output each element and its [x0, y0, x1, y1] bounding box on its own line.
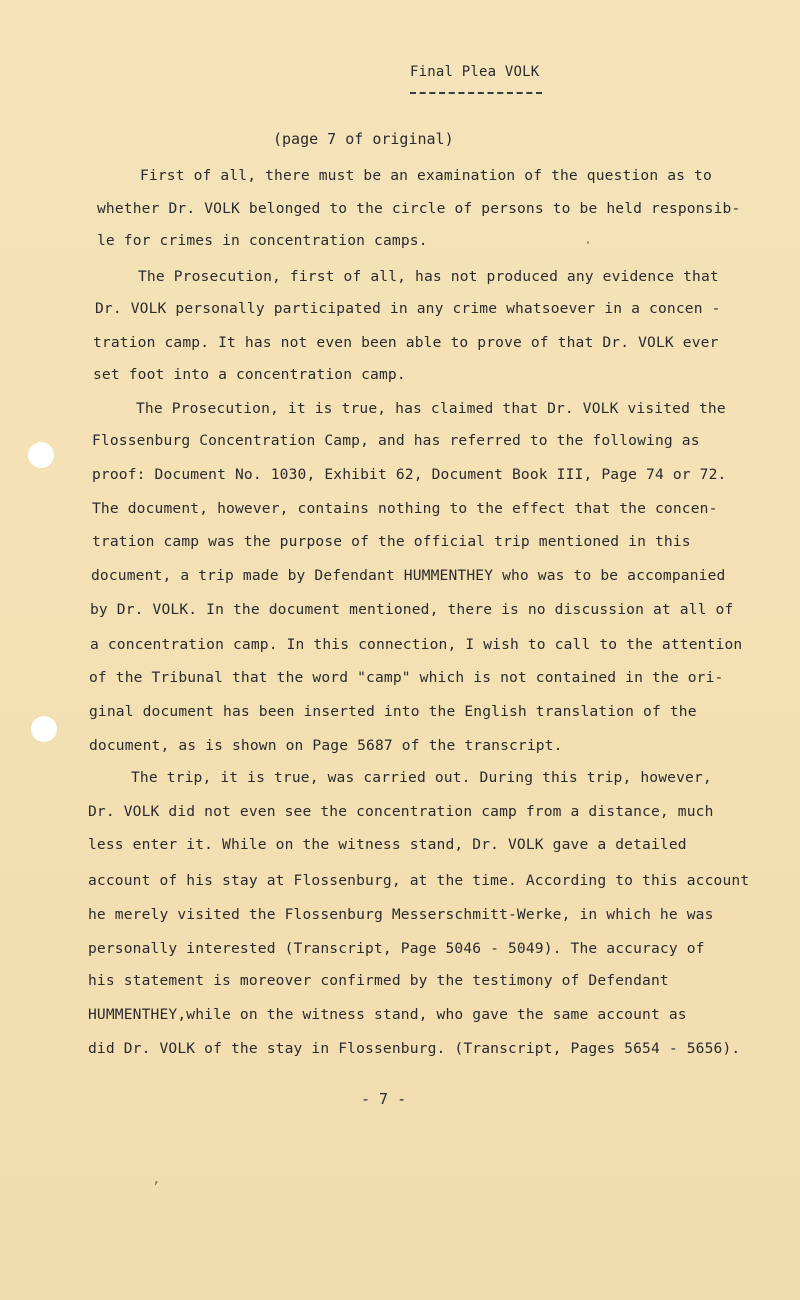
text-line: The Prosecution, first of all, has not produced any evidence that	[138, 268, 719, 285]
text-line: did Dr. VOLK of the stay in Flossenburg. (Transcript, Pages 5654 - 5656).	[88, 1040, 741, 1057]
document-title: Final Plea VOLK	[410, 64, 540, 80]
text-line: The trip, it is true, was carried out. During this trip, however,	[131, 769, 712, 786]
text-line: Flossenburg Concentration Camp, and has referred to the following as	[92, 432, 700, 449]
text-line: Dr. VOLK personally participated in any crime whatsoever in a concen -	[95, 300, 721, 317]
text-line: The Prosecution, it is true, has claimed that Dr. VOLK visited the	[136, 400, 726, 417]
ink-speck: ·	[584, 236, 592, 251]
punch-hole-lower	[31, 716, 57, 742]
text-line: whether Dr. VOLK belonged to the circle of persons to be held responsib-	[97, 200, 741, 217]
text-line: his statement is moreover confirmed by the testimony of Defendant	[88, 972, 669, 989]
text-line: le for crimes in concentration camps.	[97, 232, 428, 249]
text-line: HUMMENTHEY,while on the witness stand, who gave the same account as	[88, 1006, 687, 1023]
text-line: tration camp was the purpose of the official trip mentioned in this	[92, 533, 691, 550]
text-line: document, as is shown on Page 5687 of the transcript.	[89, 737, 563, 754]
text-line: Dr. VOLK did not even see the concentration camp from a distance, much	[88, 803, 714, 820]
text-line: a concentration camp. In this connection, I wish to call to the attention	[90, 636, 743, 653]
title-underline	[410, 92, 542, 94]
text-line: he merely visited the Flossenburg Messerschmitt-Werke, in which he was	[88, 906, 714, 923]
text-line: ginal document has been inserted into the English translation of the	[89, 703, 697, 720]
text-line: set foot into a concentration camp.	[93, 366, 406, 383]
text-line: personally interested (Transcript, Page 5046 - 5049). The accuracy of	[88, 940, 705, 957]
page-number: - 7 -	[361, 1090, 407, 1108]
ink-speck: ’	[152, 1180, 160, 1195]
original-page-reference: (page 7 of original)	[273, 130, 454, 148]
text-line: less enter it. While on the witness stand, Dr. VOLK gave a detailed	[88, 836, 687, 853]
text-line: document, a trip made by Defendant HUMMENTHEY who was to be accompanied	[91, 567, 726, 584]
text-line: of the Tribunal that the word "camp" which is not contained in the ori-	[89, 669, 724, 686]
punch-hole-upper	[28, 442, 54, 468]
text-line: proof: Document No. 1030, Exhibit 62, Document Book III, Page 74 or 72.	[92, 466, 727, 483]
text-line: account of his stay at Flossenburg, at the time. According to this account	[88, 872, 750, 889]
text-line: by Dr. VOLK. In the document mentioned, there is no discussion at all of	[90, 601, 734, 618]
text-line: tration camp. It has not even been able to prove of that Dr. VOLK ever	[93, 334, 719, 351]
text-line: First of all, there must be an examination of the question as to	[140, 167, 712, 184]
text-line: The document, however, contains nothing to the effect that the concen-	[92, 500, 718, 517]
